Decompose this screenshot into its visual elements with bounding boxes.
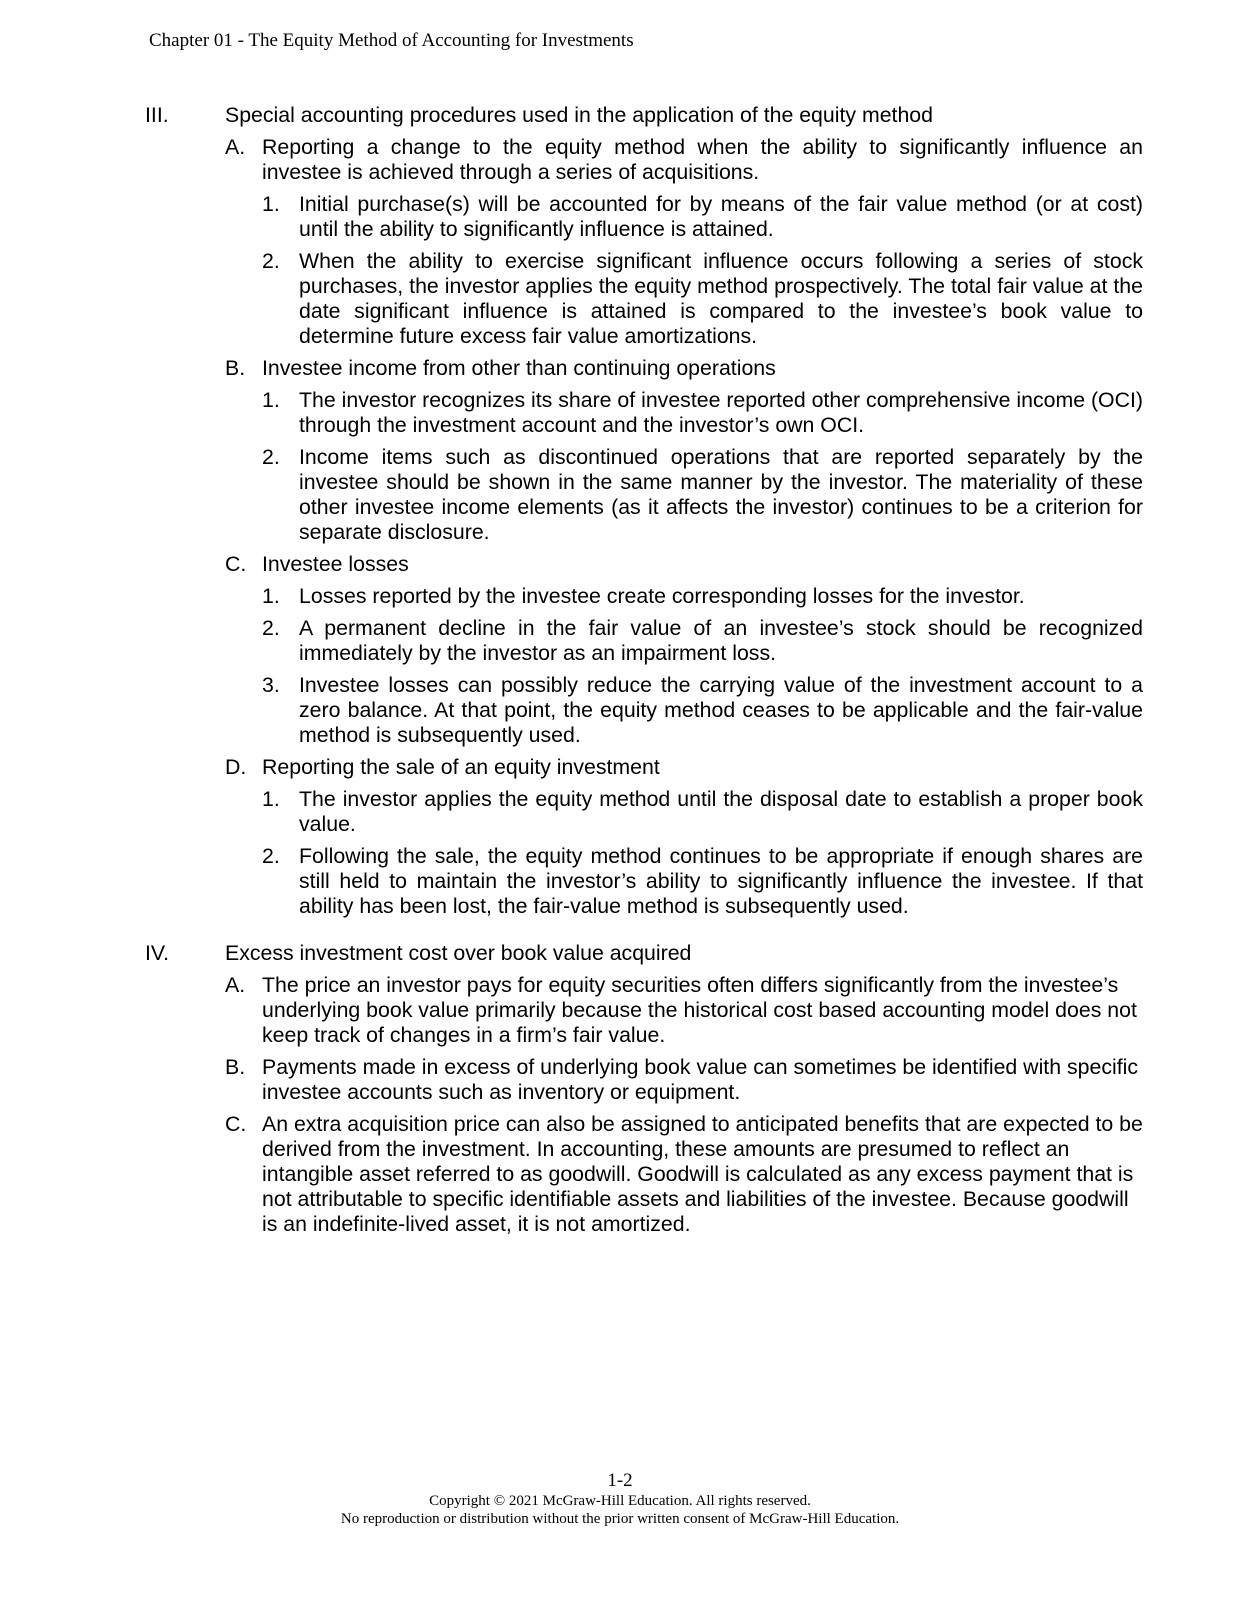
outline-subitem (262, 584, 1143, 609)
subitem-label: 1. (262, 584, 280, 608)
copyright-line: Copyright © 2021 McGraw-Hill Education. All rights reserved. (429, 1493, 811, 1509)
section-title: Special accounting procedures used in the application of the equity method (225, 103, 933, 127)
section-iv (145, 941, 1143, 1237)
subitem-text: Losses reported by the investee create corresponding losses for the investor. (299, 584, 1025, 608)
item-label: D. (225, 755, 247, 779)
outline-content (145, 103, 1143, 1259)
outline-item (225, 755, 1143, 919)
outline-subitem (262, 388, 1143, 438)
item-text: The price an investor pays for equity securities often differs significantly from the investee’s underlying book value primarily because the historical cost based accounting model does not keep track of changes in a firm’s fair value. (262, 973, 1137, 1047)
section-iii (145, 103, 1143, 919)
outline-subitem (262, 249, 1143, 349)
outline-item (225, 973, 1143, 1048)
item-text: Investee income from other than continuing operations (262, 356, 776, 380)
outline-item (225, 1055, 1143, 1105)
item-text: Payments made in excess of underlying book value can sometimes be identified with specific investee accounts such as inventory or equipment. (262, 1055, 1138, 1104)
item-label: C. (225, 552, 247, 576)
subitem-text: Investee losses can possibly reduce the carrying value of the investment account to a zero balance. At that point, the equity method ceases to be applicable and the fair-value method is subsequently used. (299, 673, 1143, 747)
outline-subitem (262, 844, 1143, 919)
page-footer (0, 1470, 1240, 1528)
reproduction-notice: No reproduction or distribution without the prior written consent of McGraw-Hill Education. (340, 1511, 900, 1527)
subitem-text: Income items such as discontinued operations that are reported separately by the investee should be shown in the same manner by the investor. The materiality of these other investee income elements (as it affects the investor) continues to be a criterion for separate disclosure. (299, 445, 1143, 544)
subitem-text: Following the sale, the equity method continues to be appropriate if enough shares are still held to maintain the investor’s ability to significantly influence the investee. If that ability has been lost, the fair-value method is subsequently used. (299, 844, 1143, 918)
outline-subitem (262, 673, 1143, 748)
outline-subitem (262, 616, 1143, 666)
outline-subitem (262, 192, 1143, 242)
outline-item (225, 552, 1143, 748)
subitem-label: 2. (262, 844, 280, 868)
section-number: IV. (145, 941, 170, 965)
item-label: B. (225, 1055, 246, 1079)
item-text: Reporting a change to the equity method when the ability to significantly influence an investee is achieved through a series of acquisitions. (262, 135, 1143, 184)
outline-item (225, 1112, 1143, 1237)
item-text: Investee losses (262, 552, 409, 576)
subitem-text: Initial purchase(s) will be accounted for by means of the fair value method (or at cost) until the ability to significantly influence is attained. (299, 192, 1143, 241)
item-label: C. (225, 1112, 247, 1136)
item-text: Reporting the sale of an equity investment (262, 755, 660, 779)
subitem-label: 2. (262, 249, 280, 273)
page-number: 1-2 (607, 1470, 633, 1491)
subitem-label: 3. (262, 673, 280, 697)
subitem-text: The investor applies the equity method until the disposal date to establish a proper book value. (299, 787, 1143, 836)
subitem-text: A permanent decline in the fair value of an investee’s stock should be recognized immediately by the investor as an impairment loss. (299, 616, 1143, 665)
subitem-label: 2. (262, 616, 280, 640)
section-number: III. (145, 103, 169, 127)
subitem-label: 1. (262, 192, 280, 216)
item-text: An extra acquisition price can also be assigned to anticipated benefits that are expected to be derived from the investment. In accounting, these amounts are presumed to reflect an intangible asset referred to as goodwill. Goodwill is calculated as any excess payment that is not attributable to specific identifiable assets and liabilities of the investee. Because goodwill is an indefinite-lived asset, it is not amortized. (262, 1112, 1143, 1236)
outline-item (225, 356, 1143, 545)
page-header: Chapter 01 - The Equity Method of Accounting for Investments (149, 30, 634, 51)
outline-item (225, 135, 1143, 349)
subitem-text: When the ability to exercise significant influence occurs following a series of stock purchases, the investor applies the equity method prospectively. The total fair value at the date significant influence is attained is compared to the investee’s book value to determine future excess fair value amortizations. (299, 249, 1143, 348)
subitem-label: 2. (262, 445, 280, 469)
item-label: A. (225, 973, 246, 997)
outline-subitem (262, 445, 1143, 545)
item-label: B. (225, 356, 246, 380)
section-title: Excess investment cost over book value acquired (225, 941, 692, 965)
subitem-label: 1. (262, 388, 280, 412)
subitem-text: The investor recognizes its share of investee reported other comprehensive income (OCI) through the investment account and the investor’s own OCI. (299, 388, 1143, 437)
item-label: A. (225, 135, 246, 159)
subitem-label: 1. (262, 787, 280, 811)
outline-subitem (262, 787, 1143, 837)
